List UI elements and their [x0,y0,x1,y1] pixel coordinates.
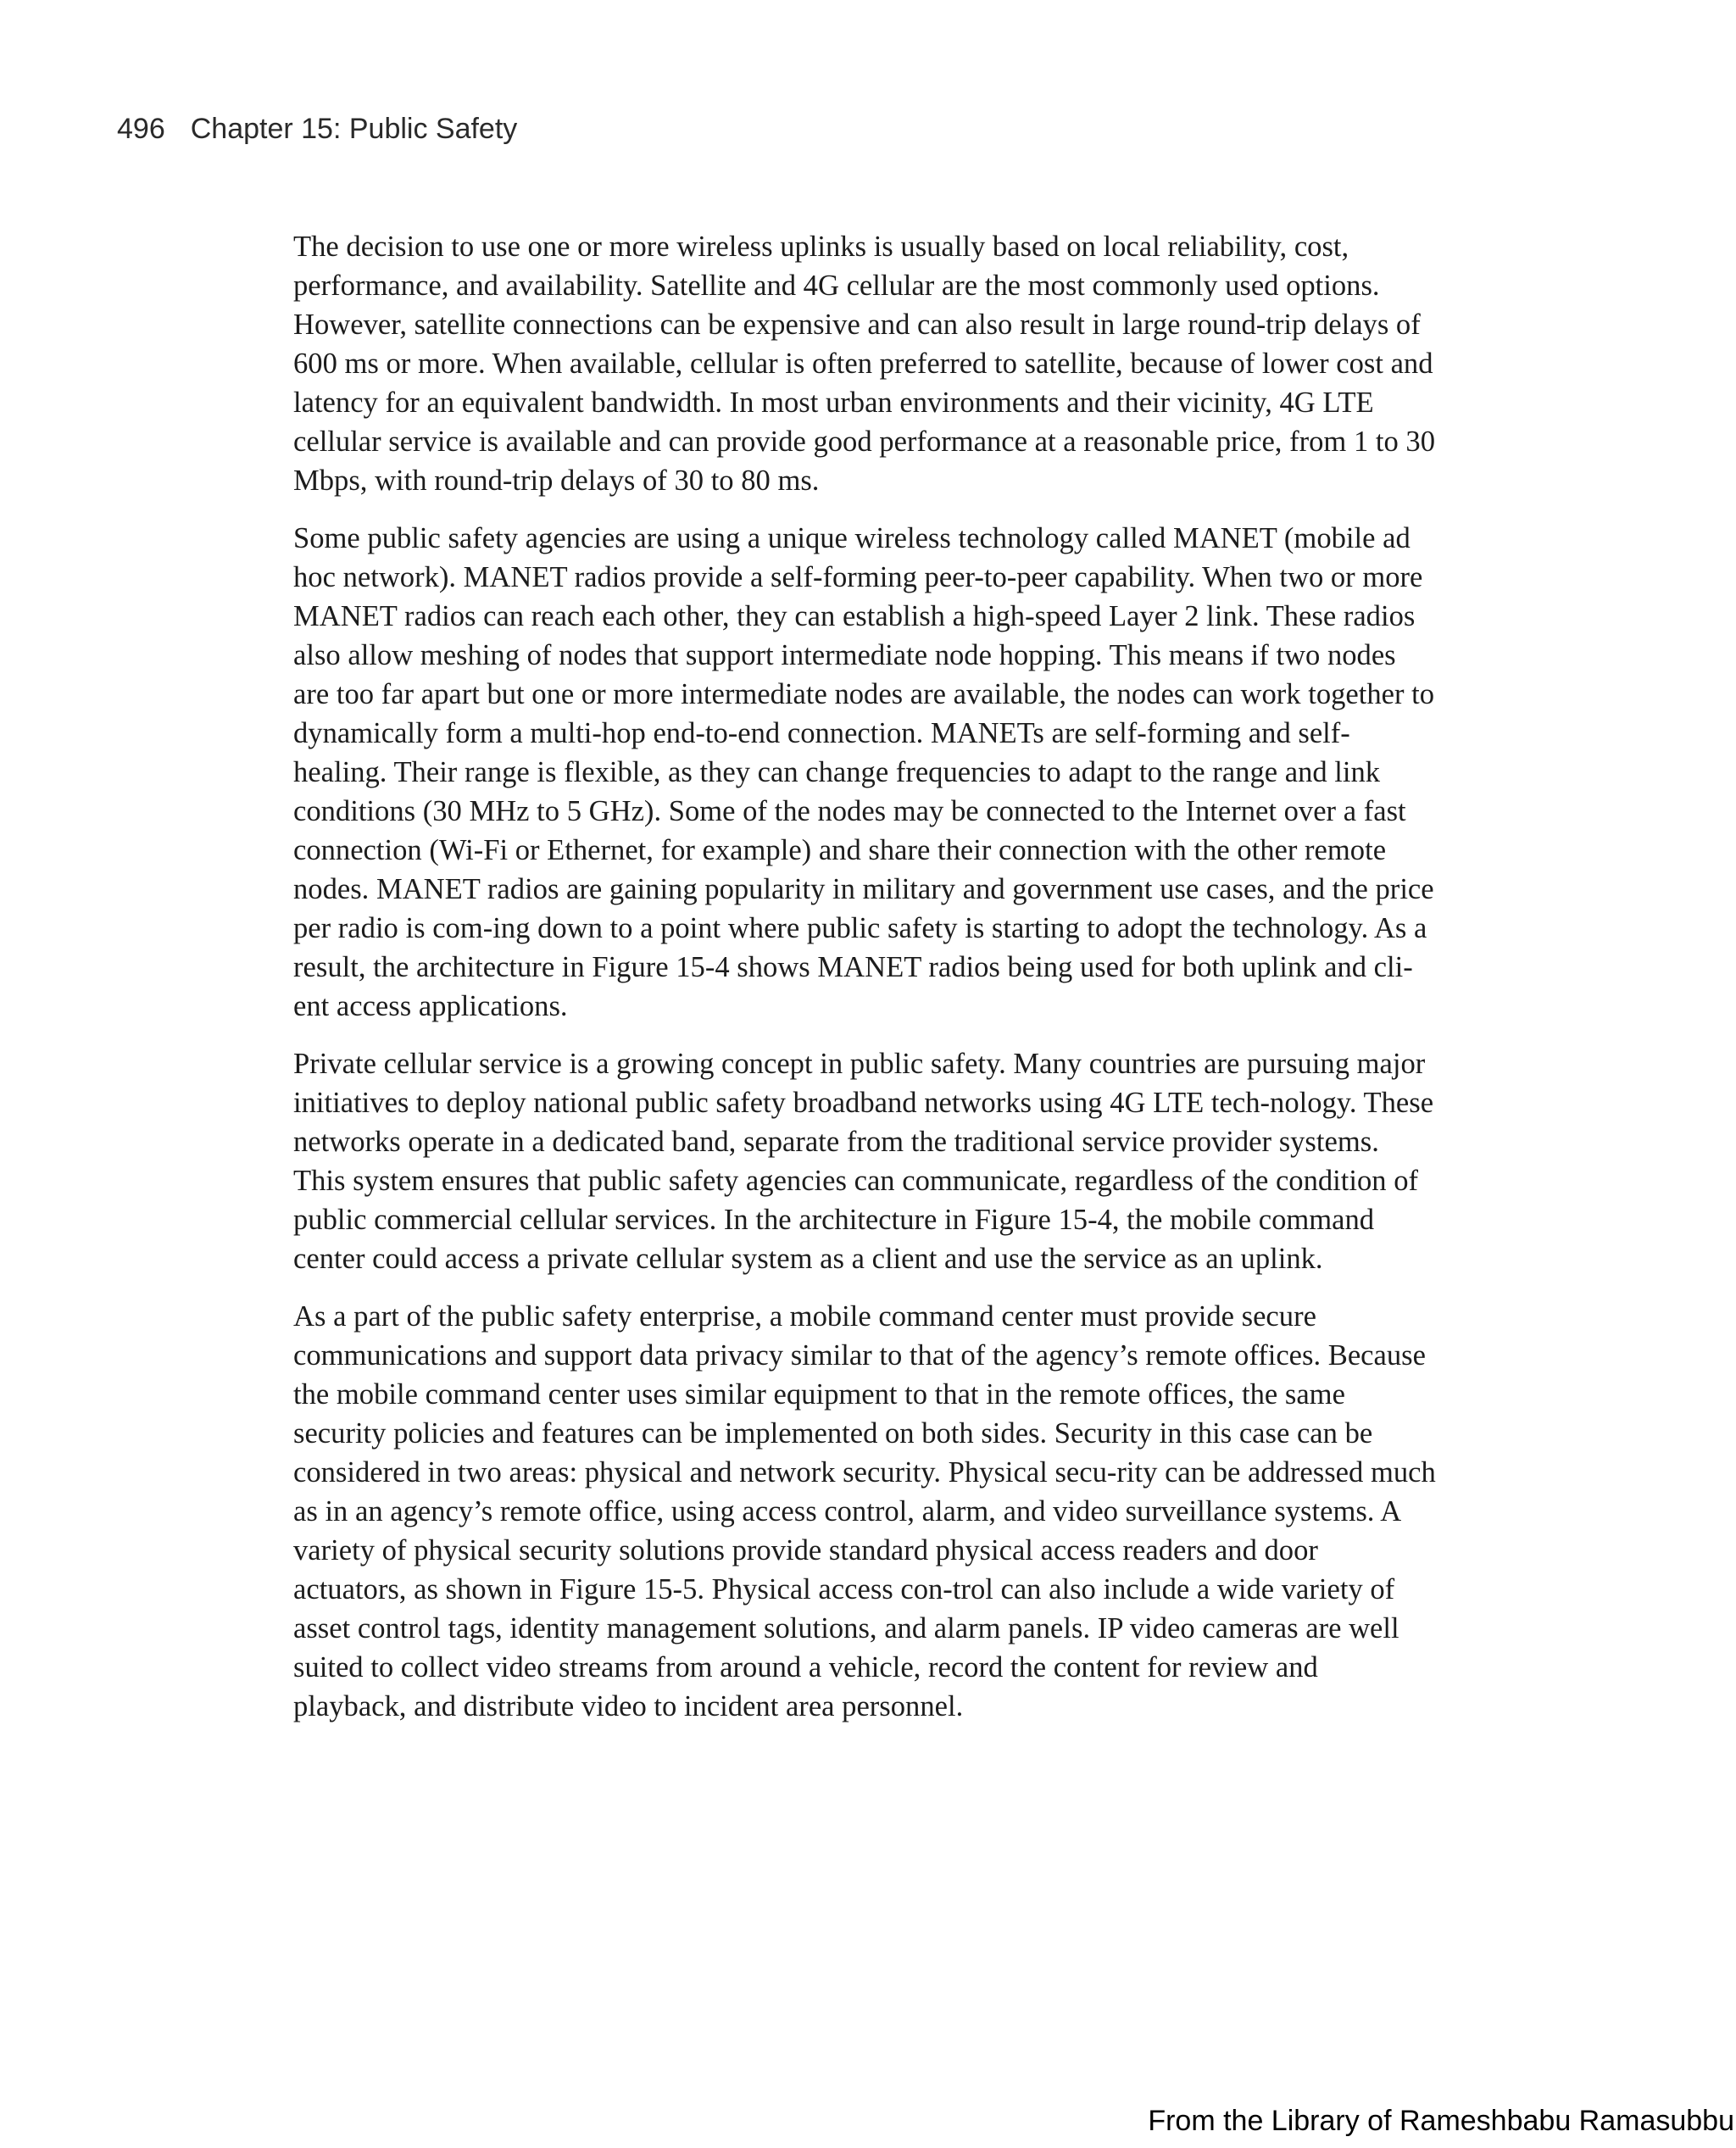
paragraph-security: As a part of the public safety enterprise, a mobile command center must provide secure communications and support data privacy similar to that of the agency’s remote offices. Because the mobile command center uses similar equipment to that in the remote offices, the same security policies and features can be implemented on both sides. Security in this case can be considered in two areas: physical and network security. Physical secu-rity can be addressed much as in an agency’s remote office, using access control, alarm, and video surveillance systems. A variety of physical security solutions provide standard physical access readers and door actuators, as shown in Figure 15-5. Physical access con-trol can also include a wide variety of asset control tags, identity management solutions, and alarm panels. IP video cameras are well suited to collect video streams from around a vehicle, record the content for review and playback, and distribute video to incident area personnel. [293,1300,1436,1722]
paragraph-manet: Some public safety agencies are using a unique wireless technology called MANET (mobile ad hoc network). MANET radios provide a self-forming peer-to-peer capability. When two or more MANET radios can reach each other, they can establish a high-speed Layer 2 link. These radios also allow meshing of nodes that support intermediate node hopping. This means if two nodes are too far apart but one or more intermediate nodes are available, the nodes can work together to dynamically form a multi-hop end-to-end connection. MANETs are self-forming and self-healing. Their range is flexible, as they can change frequencies to adapt to the range and link conditions (30 MHz to 5 GHz). Some of the nodes may be connected to the Internet over a fast connection (Wi-Fi or Ethernet, for example) and share their connection with the other remote nodes. MANET radios are gaining popularity in military and government use cases, and the price per radio is com-ing down to a point where public safety is starting to adopt the technology. As a result, the architecture in Figure 15-4 shows MANET radios being used for both uplink and cli-ent access applications. [293,522,1435,1022]
library-footer-note: From the Library of Rameshbabu Ramasubbu [1148,2105,1734,2137]
chapter-title: Chapter 15: Public Safety [190,113,518,145]
body-text [293,227,1438,1745]
running-head [117,110,517,147]
paragraph-wireless-uplinks: The decision to use one or more wireless uplinks is usually based on local reliability, cost, performance, and availability. Satellite and 4G cellular are the most commonly used options. However, satellite connections can be expensive and can also result in large round-trip delays of 600 ms or more. When available, cellular is often preferred to satellite, because of lower cost and latency for an equivalent bandwidth. In most urban environments and their vicinity, 4G LTE cellular service is available and can provide good performance at a reasonable price, from 1 to 30 Mbps, with round-trip delays of 30 to 80 ms. [293,231,1435,497]
page-number: 496 [117,113,165,145]
paragraph-private-cellular: Private cellular service is a growing concept in public safety. Many countries are pursuing major initiatives to deploy national public safety broadband networks using 4G LTE tech-nology. These networks operate in a dedicated band, separate from the traditional service provider systems. This system ensures that public safety agencies can communicate, regardless of the condition of public commercial cellular services. In the architecture in Figure 15-4, the mobile command center could access a private cellular system as a client and use the service as an uplink. [293,1048,1434,1275]
